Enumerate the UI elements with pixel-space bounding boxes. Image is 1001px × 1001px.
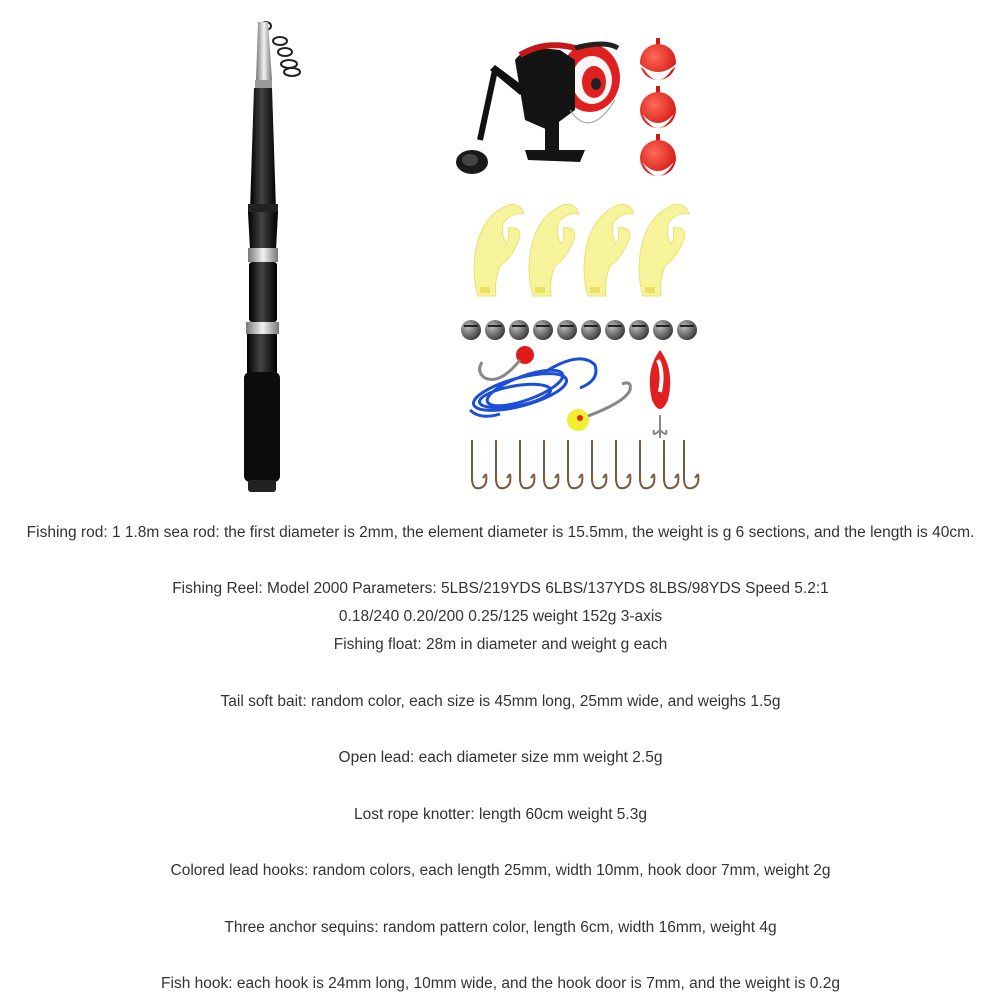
spec-sequins: Three anchor sequins: random pattern color, length 6cm, width 16mm, weight 4g: [224, 919, 777, 936]
spec-reel-line-2: 0.18/240 0.20/200 0.25/125 weight 152g 3-axis: [338, 608, 663, 625]
telescopic-rod-icon: [244, 22, 300, 492]
spec-knotter: Lost rope knotter: length 60cm weight 5.3g: [354, 806, 647, 823]
spec-lead-hooks: Colored lead hooks: random colors, each length 25mm, width 10mm, hook door 7mm, weight 2g: [170, 862, 831, 879]
spec-bait: Tail soft bait: random color, each size is 45mm long, 25mm wide, and weighs 1.5g: [220, 693, 781, 710]
spec-reel-line-1: Fishing Reel: Model 2000 Parameters: 5LBS/219YDS 6LBS/137YDS 8LBS/98YDS Speed 5.2:1: [172, 580, 829, 597]
spec-rod: Fishing rod: 1 1.8m sea rod: the first diameter is 2mm, the element diameter is 15.5mm, the weight is g 6 sections, and the length is 40cm.: [26, 524, 975, 541]
spinning-reel-icon: [456, 44, 620, 174]
product-illustration: [0, 0, 1001, 500]
fish-hook-icon: [472, 440, 698, 488]
open-lead-icon: [461, 320, 697, 340]
soft-bait-icon: [474, 204, 689, 296]
spec-float: Fishing float: 28m in diameter and weight g each: [333, 636, 668, 653]
spec-fish-hook: Fish hook: each hook is 24mm long, 10mm wide, and the hook door is 7mm, and the weight is 0.2g: [161, 975, 840, 992]
fishing-float-icon: [640, 38, 676, 176]
spoon-lure-icon: [650, 350, 670, 438]
spec-lead: Open lead: each diameter size mm weight 2.5g: [338, 749, 663, 766]
